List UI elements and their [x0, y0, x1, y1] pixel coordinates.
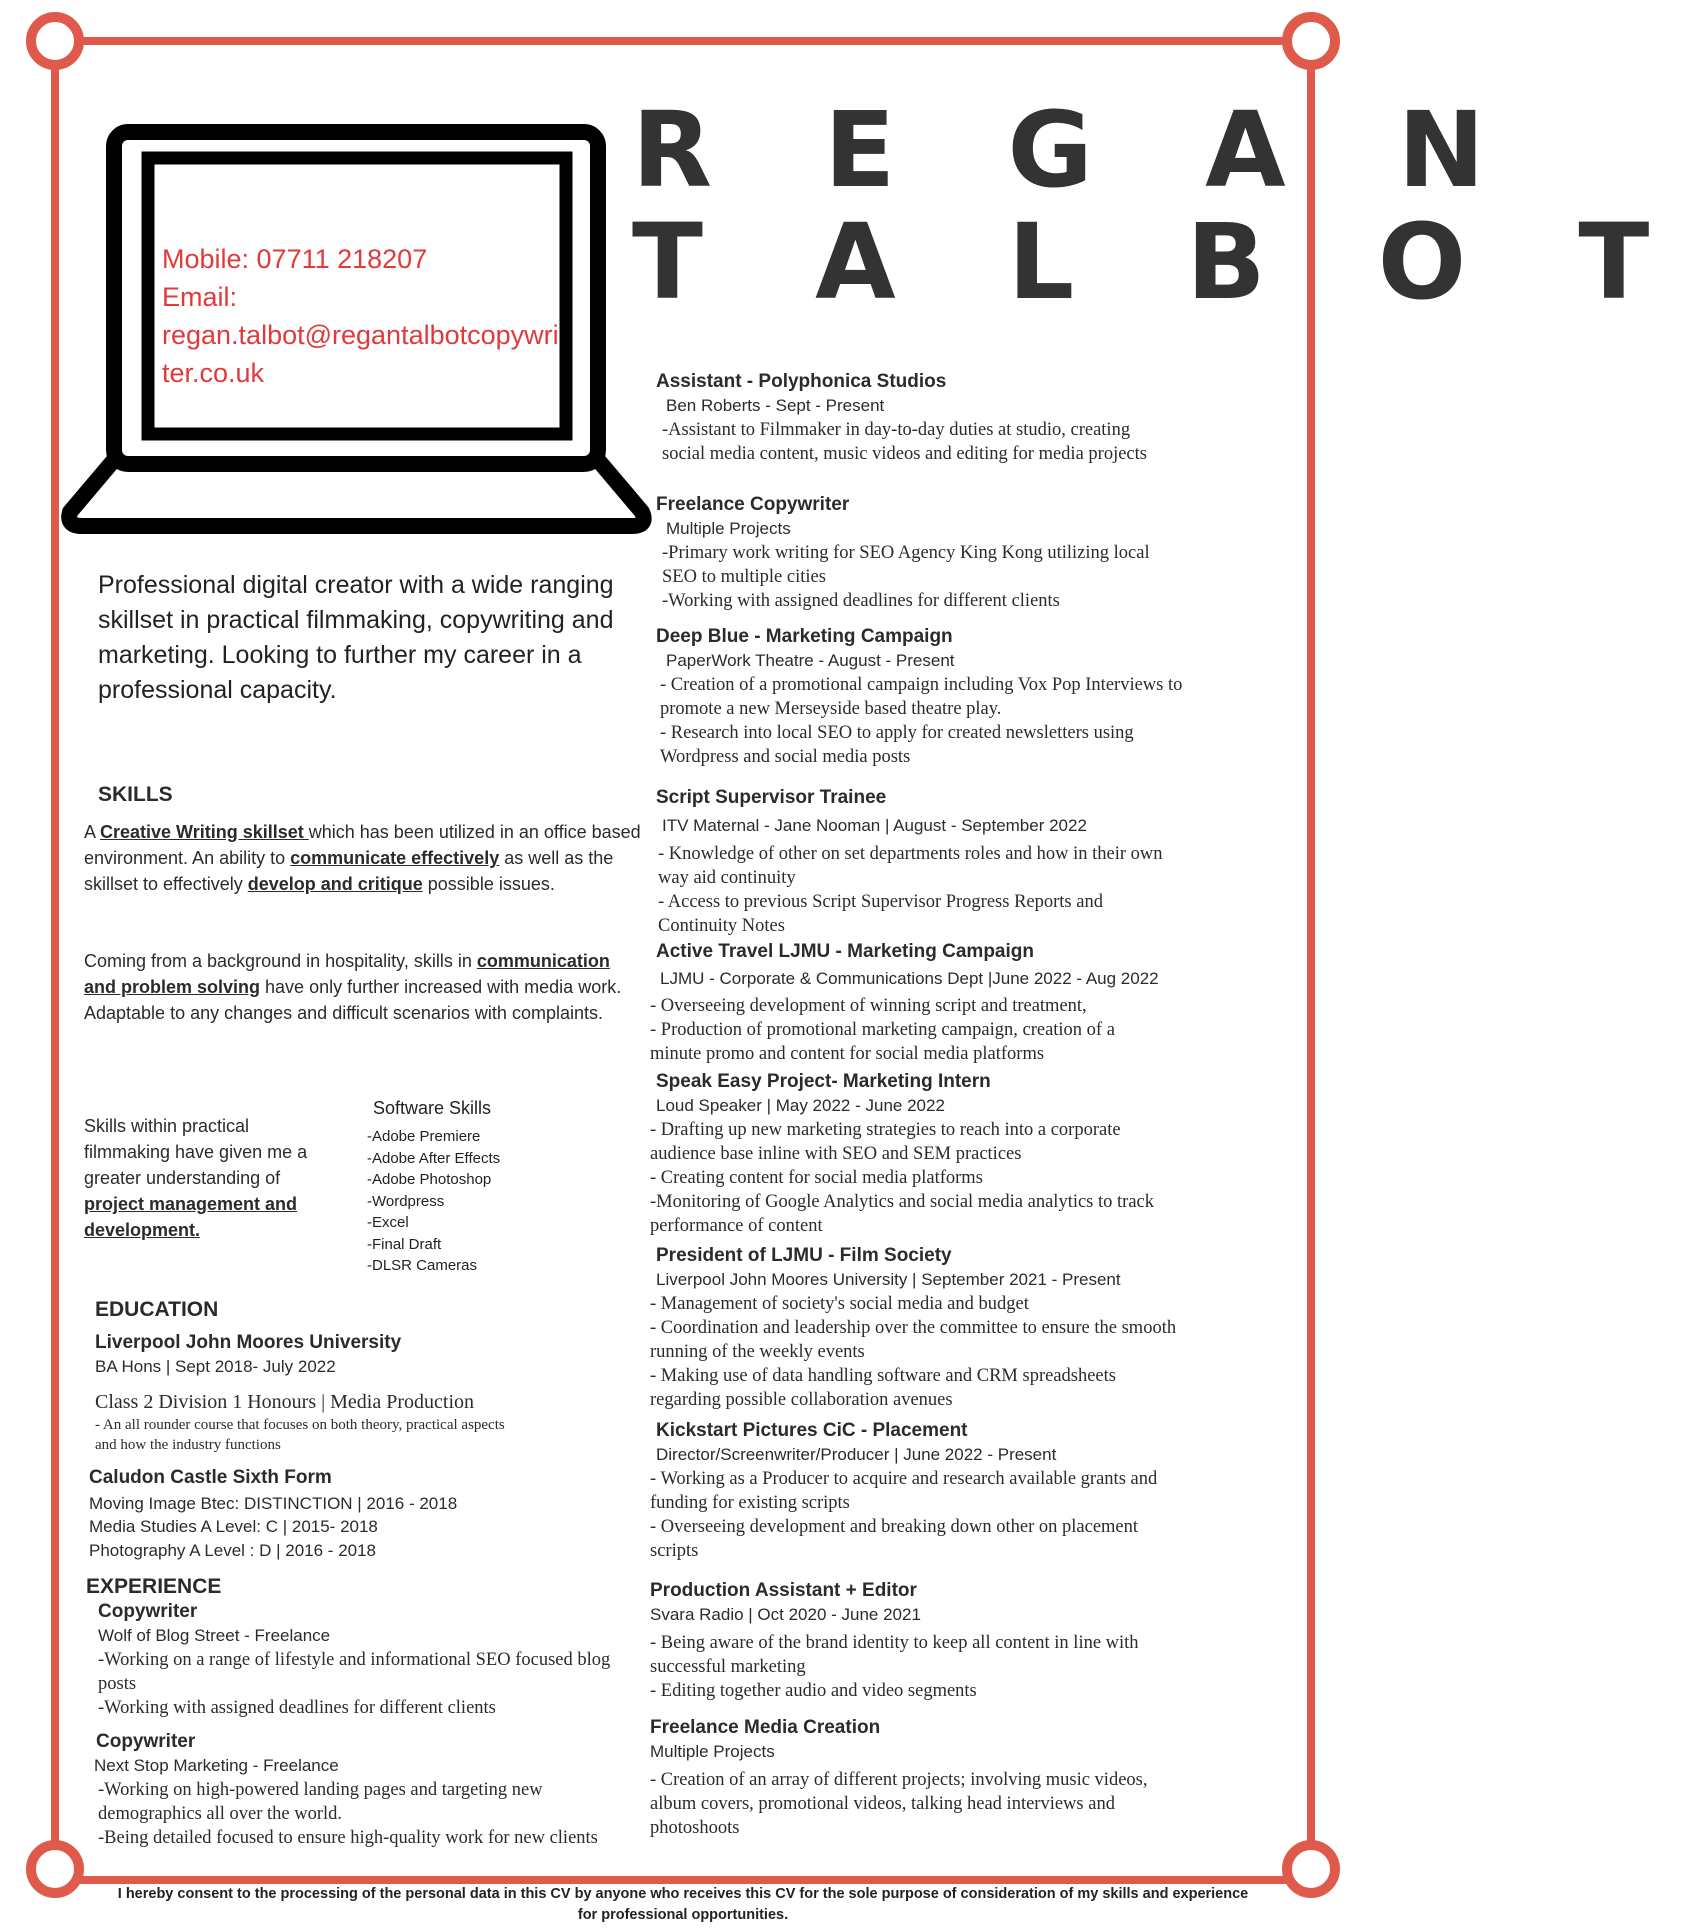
list-item: -Final Draft: [367, 1235, 442, 1253]
skills-paragraph-1: A Creative Writing skillset which has been utilized in an office based environment. An ability to communicate effectively as well as the skillset to effectively develop and critique possible issues.: [84, 822, 641, 894]
experience-item: [650, 1579, 1180, 1703]
experience-subtitle: ITV Maternal - Jane Nooman | August - September 2022: [662, 816, 1087, 835]
skills-paragraph-3: Skills within practical filmmaking have given me a greater understanding of project management and development.: [84, 1116, 308, 1240]
school-line-3: Photography A Level : D | 2016 - 2018: [89, 1541, 377, 1560]
frame-corner-top-left: [26, 12, 84, 70]
experience-item: [650, 940, 1270, 1066]
experience-subtitle: PaperWork Theatre - August - Present: [666, 651, 955, 670]
profile-summary: Professional digital creator with a wide ranging skillset in practical filmmaking, copywriting and marketing. Looking to further my career in a professional capacity.: [98, 571, 614, 704]
frame-corner-bottom-left: [26, 1840, 84, 1898]
skills-paragraph-2: Coming from a background in hospitality, skills in communication and problem solving have only further increased with media work. Adaptable to any changes and difficult scenarios with complaints.: [84, 951, 622, 1023]
experience-title: Freelance Media Creation: [650, 1717, 881, 1738]
experience-title: Deep Blue - Marketing Campaign: [656, 626, 953, 647]
experience-item: [656, 493, 1176, 613]
experience-heading: EXPERIENCE: [86, 1575, 222, 1598]
experience-description: - Being aware of the brand identity to keep all content in line with successful marketing - Editing together audio and video segments: [650, 1633, 1139, 1701]
software-skills-list: [367, 1126, 500, 1277]
experience-title: Active Travel LJMU - Marketing Campaign: [656, 941, 1034, 962]
experience-item: [656, 786, 1186, 938]
contact-mobile: Mobile: 07711 218207: [162, 244, 428, 274]
university-degree: Class 2 Division 1 Honours | Media Production: [95, 1391, 474, 1413]
experience-title: Freelance Copywriter: [656, 494, 850, 515]
university-desc-2: and how the industry functions: [95, 1437, 281, 1453]
experience-title: Production Assistant + Editor: [650, 1580, 917, 1601]
experience-item: [650, 1244, 1180, 1412]
experience-item: [656, 625, 1186, 769]
list-item: -Adobe Photoshop: [367, 1171, 492, 1188]
frame-corner-bottom-right: [1282, 1840, 1340, 1898]
frame-bottom-line: [55, 1876, 1317, 1884]
experience-description: - Drafting up new marketing strategies to reach into a corporate audience base inline with SEO and SEM practices - Creating content for social media platforms -Monitoring of Google Analytics and social media analytics to track performance of content: [650, 1120, 1154, 1236]
school-line-2: Media Studies A Level: C | 2015- 2018: [89, 1517, 378, 1536]
frame-corner-top-right: [1282, 12, 1340, 70]
list-item: -Excel: [367, 1214, 409, 1231]
school-name: Caludon Castle Sixth Form: [89, 1467, 332, 1488]
experience-subtitle: Wolf of Blog Street - Freelance: [98, 1626, 331, 1645]
frame-left-line: [51, 40, 59, 1880]
experience-subtitle: Director/Screenwriter/Producer | June 2022 - Present: [656, 1445, 1057, 1464]
experience-item: [94, 1730, 624, 1850]
experience-subtitle: Loud Speaker | May 2022 - June 2022: [656, 1096, 945, 1115]
experience-subtitle: Svara Radio | Oct 2020 - June 2021: [650, 1605, 921, 1624]
experience-description: - Creation of an array of different projects; involving music videos, album covers, promotional videos, talking head interviews and photoshoots: [650, 1770, 1148, 1838]
experience-description: - Creation of a promotional campaign including Vox Pop Interviews to promote a new Merseyside based theatre play. - Research into local SEO to apply for created newsletters using Wordpress and social media posts: [660, 675, 1183, 767]
experience-subtitle: Liverpool John Moores University | September 2021 - Present: [656, 1270, 1121, 1289]
frame-top-line: [55, 37, 1317, 45]
experience-subtitle: Ben Roberts - Sept - Present: [666, 396, 885, 415]
skills-heading: SKILLS: [98, 783, 173, 806]
university-desc-1: - An all rounder course that focuses on both theory, practical aspects: [95, 1417, 505, 1433]
experience-description: -Assistant to Filmmaker in day-to-day duties at studio, creating social media content, music videos and editing for media projects: [662, 420, 1147, 464]
experience-title: Copywriter: [98, 1601, 198, 1622]
experience-description: -Working on high-powered landing pages and targeting new demographics all over the world. -Being detailed focused to ensure high-quality work for new clients: [98, 1780, 598, 1848]
contact-email-label: Email:: [162, 282, 238, 312]
experience-description: - Working as a Producer to acquire and research available grants and funding for existing scripts - Overseeing development and breaking down other on placement scripts: [650, 1469, 1158, 1561]
last-name: T A L B O T: [632, 201, 1687, 323]
experience-description: - Overseeing development of winning script and treatment, - Production of promotional marketing campaign, creation of a minute promo and content for social media platforms: [650, 996, 1115, 1064]
school-line-1: Moving Image Btec: DISTINCTION | 2016 - 2018: [89, 1494, 458, 1513]
experience-item: [650, 1419, 1180, 1563]
experience-subtitle: Multiple Projects: [666, 519, 791, 538]
experience-title: President of LJMU - Film Society: [656, 1245, 952, 1266]
experience-item: [656, 370, 1176, 466]
experience-subtitle: Next Stop Marketing - Freelance: [94, 1756, 339, 1775]
list-item: -Adobe Premiere: [367, 1128, 481, 1145]
contact-email[interactable]: regan.talbot@regantalbotcopywriter.co.uk: [162, 320, 559, 388]
contact-info: [162, 240, 562, 392]
experience-item: [650, 1070, 1180, 1238]
university-name: Liverpool John Moores University: [95, 1332, 402, 1353]
experience-title: Kickstart Pictures CiC - Placement: [656, 1420, 968, 1441]
experience-item: [94, 1600, 614, 1720]
experience-subtitle: LJMU - Corporate & Communications Dept |June 2022 - Aug 2022: [660, 969, 1159, 988]
university-dates: BA Hons | Sept 2018- July 2022: [95, 1357, 336, 1376]
software-skills-heading: Software Skills: [373, 1098, 492, 1118]
experience-description: - Management of society's social media and budget - Coordination and leadership over the committee to ensure the smooth running of the weekly events - Making use of data handling software and CRM spreadsheets regarding possible collaboration avenues: [650, 1294, 1177, 1410]
first-name: R E G A N: [632, 89, 1523, 211]
experience-subtitle: Multiple Projects: [650, 1742, 775, 1761]
list-item: -DLSR Cameras: [367, 1257, 478, 1274]
experience-title: Speak Easy Project- Marketing Intern: [656, 1071, 991, 1092]
experience-description: - Knowledge of other on set departments roles and how in their own way aid continuity - Access to previous Script Supervisor Progress Reports and Continuity Notes: [658, 844, 1163, 936]
experience-title: Copywriter: [96, 1731, 196, 1752]
consent-statement: I hereby consent to the processing of the personal data in this CV by anyone who receives this CV for the sole purpose of consideration of my skills and experience for professional opportunities.: [117, 1886, 1249, 1923]
experience-description: -Working on a range of lifestyle and informational SEO focused blog posts -Working with assigned deadlines for different clients: [98, 1650, 611, 1718]
experience-title: Assistant - Polyphonica Studios: [656, 371, 947, 392]
list-item: -Adobe After Effects: [367, 1149, 501, 1167]
experience-description: -Primary work writing for SEO Agency King Kong utilizing local SEO to multiple cities -Working with assigned deadlines for different clients: [662, 543, 1150, 611]
experience-item: [650, 1716, 1180, 1840]
experience-title: Script Supervisor Trainee: [656, 787, 887, 808]
education-heading: EDUCATION: [95, 1298, 219, 1321]
list-item: -Wordpress: [367, 1192, 445, 1210]
